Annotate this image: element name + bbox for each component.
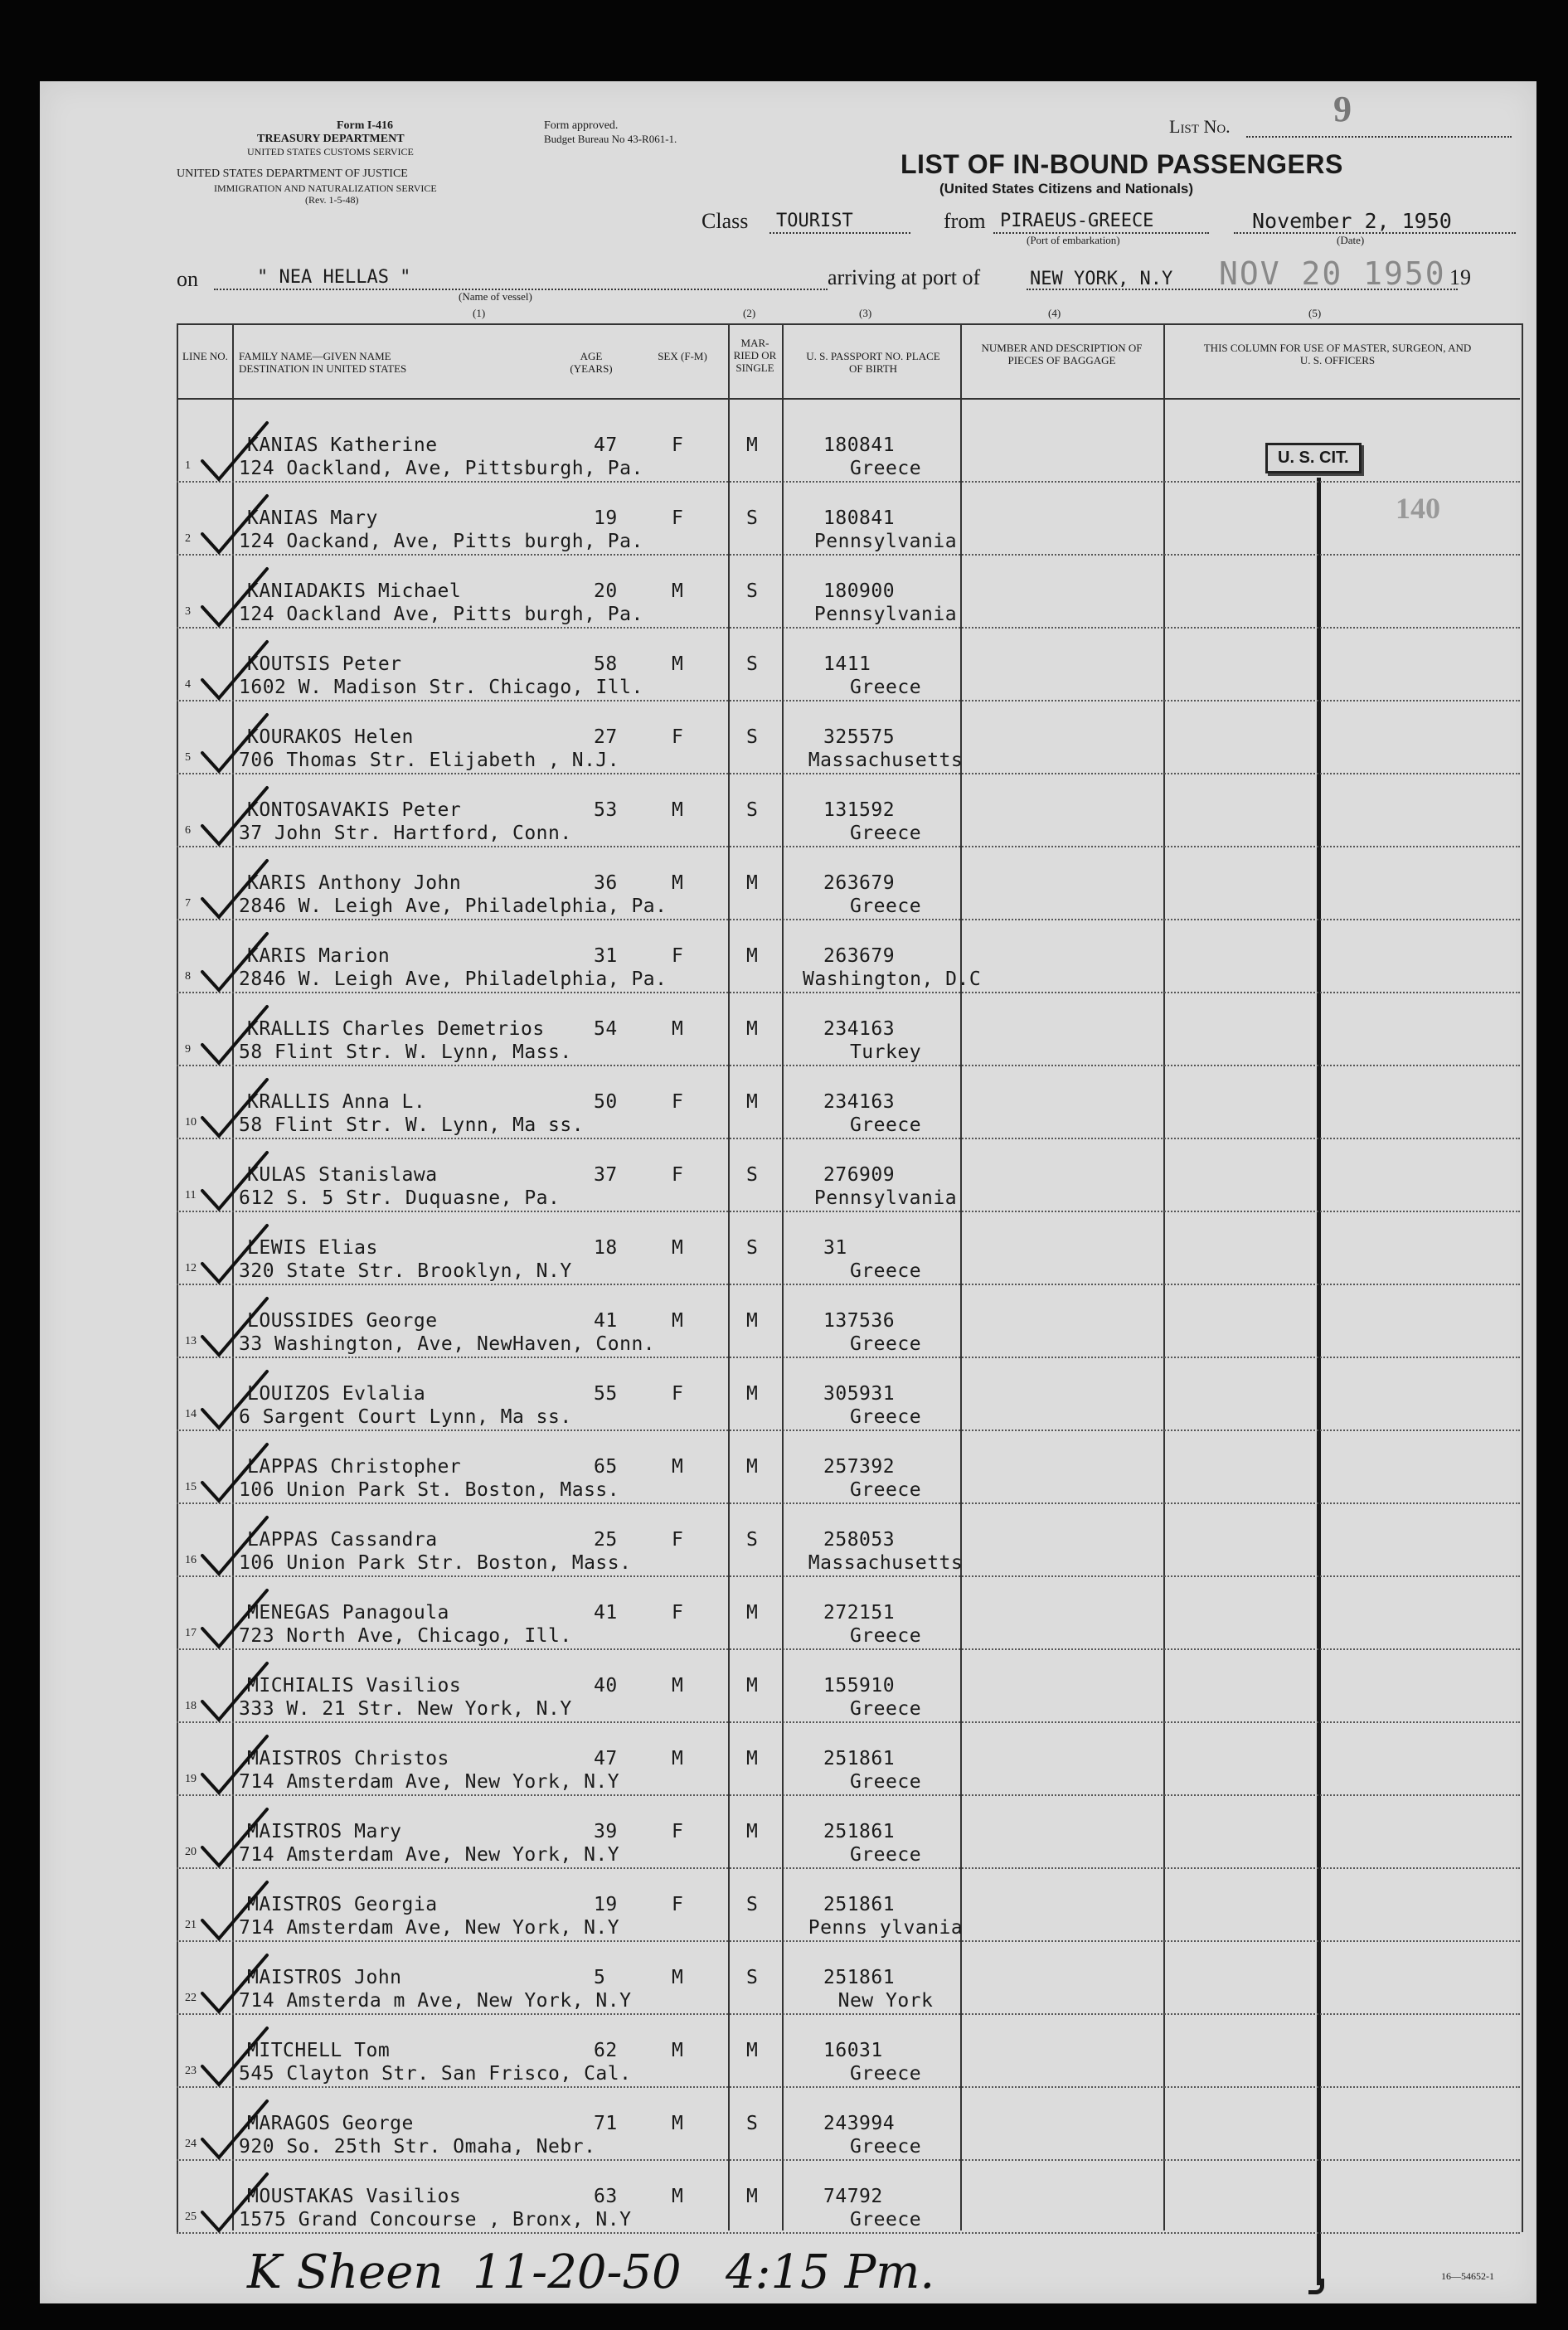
- print-code: 16—54652-1: [1441, 2270, 1494, 2282]
- checkmark-icon: [197, 1512, 272, 1579]
- place-of-birth: Greece: [849, 458, 922, 479]
- sex: F: [672, 1383, 684, 1405]
- passenger-name: KANIAS Katherine: [247, 434, 438, 456]
- passenger-name: MAISTROS John: [247, 1967, 402, 1988]
- line-number: 4: [185, 678, 191, 691]
- passport-number: 251861: [823, 1821, 896, 1842]
- passport-number: 1411: [823, 653, 871, 675]
- line-number: 23: [185, 2065, 197, 2077]
- table-row: [40, 1650, 1536, 1723]
- passport-number: 131592: [823, 799, 896, 821]
- age: 50: [594, 1091, 618, 1113]
- destination-address: 714 Amsterda m Ave, New York, N.Y: [239, 1990, 632, 2012]
- marital-status: S: [746, 507, 759, 529]
- passport-number: 74792: [823, 2186, 883, 2207]
- passenger-name: KONTOSAVAKIS Peter: [247, 799, 462, 821]
- checkmark-icon: [197, 710, 272, 776]
- destination-address: 1575 Grand Concourse , Bronx, N.Y: [239, 2209, 632, 2230]
- list-no-line: [1246, 136, 1512, 138]
- marital-status: S: [746, 653, 759, 675]
- age: 27: [594, 726, 618, 748]
- destination-address: 124 Oackand, Ave, Pitts burgh, Pa.: [239, 531, 643, 552]
- place-of-birth: Turkey: [849, 1041, 922, 1063]
- destination-address: 920 So. 25th Str. Omaha, Nebr.: [239, 2136, 596, 2158]
- department-of-justice: UNITED STATES DEPARTMENT OF JUSTICE: [177, 167, 408, 180]
- officer-bracket-hook: [1308, 2279, 1324, 2294]
- marital-status: S: [746, 799, 759, 821]
- line-number: 14: [185, 1408, 197, 1420]
- checkmark-icon: [197, 783, 272, 849]
- citizen-count: 140: [1396, 492, 1440, 525]
- age: 41: [594, 1310, 618, 1332]
- checkmark-icon: [197, 1731, 272, 1798]
- header-name: FAMILY NAME—GIVEN NAME DESTINATION IN UNITED STATES: [239, 350, 407, 375]
- sex: M: [672, 1967, 684, 1988]
- passenger-name: MARAGOS George: [247, 2113, 414, 2134]
- line-number: 8: [185, 970, 191, 983]
- age: 47: [594, 1748, 618, 1769]
- age: 5: [594, 1967, 606, 1988]
- place-of-birth: Pennsylvania: [813, 604, 958, 625]
- age: 53: [594, 799, 618, 821]
- passport-number: 276909: [823, 1164, 896, 1186]
- table-row: [40, 1358, 1536, 1431]
- checkmark-icon: [197, 1439, 272, 1506]
- destination-address: 545 Clayton Str. San Frisco, Cal.: [239, 2063, 632, 2085]
- place-of-birth: Greece: [849, 2209, 922, 2230]
- revision-date: (Rev. 1-5-48): [305, 194, 359, 206]
- line-number: 25: [185, 2211, 197, 2223]
- checkmark-icon: [197, 1075, 272, 1141]
- line-number: 1: [185, 459, 191, 472]
- port-of-embarkation: PIRAEUS-GREECE: [1000, 211, 1154, 231]
- line-number: 10: [185, 1116, 197, 1129]
- line-number: 5: [185, 751, 191, 764]
- marital-status: S: [746, 726, 759, 748]
- line-number: 2: [185, 532, 191, 545]
- age: 62: [594, 2040, 618, 2061]
- vessel-name: " NEA HELLAS ": [257, 267, 411, 288]
- passport-number: 258053: [823, 1529, 896, 1551]
- place-of-birth: Greece: [849, 1771, 922, 1793]
- age: 58: [594, 653, 618, 675]
- col-num: (1): [473, 307, 486, 319]
- checkmark-icon: [197, 491, 272, 557]
- age: 41: [594, 1602, 618, 1624]
- passenger-name: MAISTROS Mary: [247, 1821, 402, 1842]
- passport-number: 263679: [823, 872, 896, 894]
- table-row: [40, 629, 1536, 701]
- passport-number: 272151: [823, 1602, 896, 1624]
- col-num: (3): [859, 307, 872, 319]
- marital-status: M: [746, 1456, 759, 1478]
- age: 19: [594, 507, 618, 529]
- table-row: [40, 1066, 1536, 1139]
- departure-date: November 2, 1950: [1252, 209, 1452, 233]
- table-row: [40, 483, 1536, 556]
- marital-status: S: [746, 1894, 759, 1915]
- passport-number: 243994: [823, 2113, 896, 2134]
- line-number: 18: [185, 1700, 197, 1712]
- line-number: 11: [185, 1189, 197, 1201]
- passport-number: 251861: [823, 1894, 896, 1915]
- sex: M: [672, 799, 684, 821]
- passport-number: 257392: [823, 1456, 896, 1478]
- checkmark-icon: [197, 564, 272, 630]
- line-number: 20: [185, 1846, 197, 1858]
- sex: F: [672, 945, 684, 967]
- line-number: 19: [185, 1773, 197, 1785]
- place-of-birth: Greece: [849, 2063, 922, 2085]
- passenger-name: MAISTROS Christos: [247, 1748, 449, 1769]
- table-row: [40, 1869, 1536, 1942]
- line-number: 22: [185, 1992, 197, 2004]
- sex: M: [672, 1237, 684, 1259]
- sex: M: [672, 1018, 684, 1040]
- table-row: [40, 993, 1536, 1066]
- destination-address: 320 State Str. Brooklyn, N.Y: [239, 1260, 572, 1282]
- header-officers: THIS COLUMN FOR USE OF MASTER, SURGEON, AND U. S. OFFICERS: [1203, 342, 1472, 366]
- page-subtitle: (United States Citizens and Nationals): [939, 181, 1194, 197]
- checkmark-icon: [197, 1585, 272, 1652]
- checkmark-icon: [197, 1221, 272, 1287]
- table-row: [40, 1577, 1536, 1650]
- place-of-birth: Greece: [849, 1114, 922, 1136]
- age: 36: [594, 872, 618, 894]
- place-of-birth: Pennsylvania: [813, 1187, 958, 1209]
- sex: F: [672, 1164, 684, 1186]
- line-number: 17: [185, 1627, 197, 1639]
- place-of-birth: Massachusetts: [808, 750, 964, 771]
- table-row: [40, 2161, 1536, 2234]
- table-row: [40, 847, 1536, 920]
- date-caption: (Date): [1337, 234, 1365, 246]
- passport-number: 234163: [823, 1091, 896, 1113]
- destination-address: 714 Amsterdam Ave, New York, N.Y: [239, 1917, 620, 1939]
- destination-address: 33 Washington, Ave, NewHaven, Conn.: [239, 1333, 656, 1355]
- marital-status: S: [746, 1164, 759, 1186]
- marital-status: M: [746, 1748, 759, 1769]
- destination-address: 37 John Str. Hartford, Conn.: [239, 823, 572, 844]
- sex: M: [672, 1310, 684, 1332]
- passenger-name: KARIS Marion: [247, 945, 391, 967]
- table-row: [40, 774, 1536, 847]
- checkmark-icon: [197, 1002, 272, 1068]
- line-number: 13: [185, 1335, 197, 1347]
- passport-number: 155910: [823, 1675, 896, 1697]
- checkmark-icon: [197, 1294, 272, 1360]
- list-no-label: List No.: [1169, 116, 1231, 137]
- passenger-name: LOUIZOS Evlalia: [247, 1383, 426, 1405]
- place-of-birth: Greece: [849, 1698, 922, 1720]
- arrival-date-stamp: NOV 20 1950: [1219, 255, 1446, 292]
- treasury-department: TREASURY DEPARTMENT: [257, 133, 405, 145]
- line-number: 9: [185, 1043, 191, 1056]
- sex: M: [672, 1456, 684, 1478]
- marital-status: M: [746, 1383, 759, 1405]
- sex: M: [672, 2186, 684, 2207]
- passport-number: 251861: [823, 1748, 896, 1769]
- place-of-birth: New York: [837, 1990, 934, 2012]
- sex: F: [672, 1529, 684, 1551]
- passenger-name: KANIAS Mary: [247, 507, 378, 529]
- line-number: 24: [185, 2138, 197, 2150]
- passenger-name: KOUTSIS Peter: [247, 653, 402, 675]
- inspector-signature: K Sheen 11-20-50 4:15 Pm.: [247, 2245, 935, 2299]
- passport-number: 31: [823, 1237, 847, 1259]
- sex: F: [672, 434, 684, 456]
- marital-status: M: [746, 1602, 759, 1624]
- table-row: [40, 556, 1536, 629]
- checkmark-icon: [197, 637, 272, 703]
- marital-status: M: [746, 2040, 759, 2061]
- header-sex: SEX (F-M): [658, 350, 707, 362]
- age: 31: [594, 945, 618, 967]
- header-divider: [177, 398, 1520, 400]
- vessel-caption: (Name of vessel): [459, 290, 532, 303]
- destination-address: 106 Union Park Str. Boston, Mass.: [239, 1552, 632, 1574]
- age: 47: [594, 434, 618, 456]
- destination-address: 2846 W. Leigh Ave, Philadelphia, Pa.: [239, 968, 667, 990]
- page-title: LIST OF IN-BOUND PASSENGERS: [901, 149, 1343, 179]
- line-number: 7: [185, 897, 191, 910]
- sex: M: [672, 2113, 684, 2134]
- sex: M: [672, 653, 684, 675]
- sex: F: [672, 507, 684, 529]
- form-number: Form I-416: [337, 119, 394, 132]
- place-of-birth: Greece: [849, 1625, 922, 1647]
- sex: M: [672, 1675, 684, 1697]
- table-row: [40, 1942, 1536, 2015]
- checkmark-icon: [197, 1148, 272, 1214]
- port-caption: (Port of embarkation): [1027, 234, 1120, 246]
- passenger-name: LOUSSIDES George: [247, 1310, 438, 1332]
- place-of-birth: Greece: [849, 2136, 922, 2158]
- marital-status: S: [746, 1529, 759, 1551]
- age: 55: [594, 1383, 618, 1405]
- line-number: 21: [185, 1919, 197, 1931]
- passenger-name: KANIADAKIS Michael: [247, 580, 462, 602]
- sex: F: [672, 726, 684, 748]
- age: 39: [594, 1821, 618, 1842]
- passenger-name: MOUSTAKAS Vasilios: [247, 2186, 462, 2207]
- on-label: on: [177, 267, 198, 291]
- destination-address: 714 Amsterdam Ave, New York, N.Y: [239, 1771, 620, 1793]
- sex: F: [672, 1091, 684, 1113]
- checkmark-icon: [197, 929, 272, 995]
- checkmark-icon: [197, 2023, 272, 2090]
- place-of-birth: Greece: [849, 1479, 922, 1501]
- marital-status: S: [746, 1237, 759, 1259]
- table-row: [40, 920, 1536, 993]
- marital-status: M: [746, 1018, 759, 1040]
- destination-address: 714 Amsterdam Ave, New York, N.Y: [239, 1844, 620, 1866]
- header-baggage: NUMBER AND DESCRIPTION OF PIECES OF BAGGAGE: [981, 342, 1143, 366]
- destination-address: 706 Thomas Str. Elijabeth , N.J.: [239, 750, 620, 771]
- age: 54: [594, 1018, 618, 1040]
- destination-address: 333 W. 21 Str. New York, N.Y: [239, 1698, 572, 1720]
- sex: M: [672, 872, 684, 894]
- col-num: (4): [1048, 307, 1061, 319]
- col-num: (2): [743, 307, 756, 319]
- marital-status: S: [746, 2113, 759, 2134]
- table-row: [40, 1504, 1536, 1577]
- table-row: [40, 1796, 1536, 1869]
- from-label: from: [944, 209, 986, 233]
- sex: M: [672, 2040, 684, 2061]
- passport-number: 137536: [823, 1310, 896, 1332]
- destination-address: 612 S. 5 Str. Duquasne, Pa.: [239, 1187, 561, 1209]
- header-line-no: LINE NO.: [182, 350, 228, 362]
- destination-address: 106 Union Park St. Boston, Mass.: [239, 1479, 620, 1501]
- line-number: 6: [185, 824, 191, 837]
- destination-address: 124 Oackland Ave, Pitts burgh, Pa.: [239, 604, 643, 625]
- destination-address: 723 North Ave, Chicago, Ill.: [239, 1625, 572, 1647]
- passenger-name: LAPPAS Cassandra: [247, 1529, 438, 1551]
- destination-address: 1602 W. Madison Str. Chicago, Ill.: [239, 677, 643, 698]
- table-row: [40, 1285, 1536, 1358]
- header-married: MAR-RIED OR SINGLE: [733, 337, 777, 374]
- passport-number: 16031: [823, 2040, 883, 2061]
- table-row: [40, 1212, 1536, 1285]
- table-row: [40, 1431, 1536, 1504]
- budget-bureau: Budget Bureau No 43-R061-1.: [544, 133, 677, 145]
- place-of-birth: Greece: [849, 1844, 922, 1866]
- passenger-name: MENEGAS Panagoula: [247, 1602, 449, 1624]
- line-number: 3: [185, 605, 191, 618]
- sex: F: [672, 1894, 684, 1915]
- sex: F: [672, 1602, 684, 1624]
- checkmark-icon: [197, 1658, 272, 1725]
- sex: M: [672, 580, 684, 602]
- marital-status: M: [746, 872, 759, 894]
- age: 63: [594, 2186, 618, 2207]
- place-of-birth: Greece: [849, 677, 922, 698]
- list-no-value: 9: [1333, 89, 1352, 129]
- destination-address: 2846 W. Leigh Ave, Philadelphia, Pa.: [239, 896, 667, 917]
- marital-status: M: [746, 1675, 759, 1697]
- passport-number: 180900: [823, 580, 896, 602]
- age: 19: [594, 1894, 618, 1915]
- passenger-name: MAISTROS Georgia: [247, 1894, 438, 1915]
- table-row: [40, 410, 1536, 483]
- passenger-name: KARIS Anthony John: [247, 872, 462, 894]
- passport-number: 263679: [823, 945, 896, 967]
- destination-address: 58 Flint Str. W. Lynn, Ma ss.: [239, 1114, 585, 1136]
- passport-number: 234163: [823, 1018, 896, 1040]
- table-row: [40, 1723, 1536, 1796]
- checkmark-icon: [197, 1804, 272, 1871]
- age: 40: [594, 1675, 618, 1697]
- header-age: AGE (YEARS): [570, 350, 613, 375]
- place-of-birth: Greece: [849, 896, 922, 917]
- arriving-label: arriving at port of: [828, 265, 981, 289]
- checkmark-icon: [197, 1950, 272, 2017]
- us-citizen-stamp: U. S. CIT.: [1265, 443, 1362, 473]
- table-row: [40, 2088, 1536, 2161]
- checkmark-icon: [197, 418, 272, 484]
- table-row: [40, 701, 1536, 774]
- checkmark-icon: [197, 2096, 272, 2163]
- passenger-name: MITCHELL Tom: [247, 2040, 391, 2061]
- sex: F: [672, 1821, 684, 1842]
- sex: M: [672, 1748, 684, 1769]
- checkmark-icon: [197, 2169, 272, 2235]
- passenger-name: KRALLIS Anna L.: [247, 1091, 426, 1113]
- manifest-sheet: [40, 81, 1536, 2303]
- passport-number: 180841: [823, 434, 896, 456]
- passenger-name: KOURAKOS Helen: [247, 726, 414, 748]
- passport-number: 305931: [823, 1383, 896, 1405]
- arrival-port: NEW YORK, N.Y: [1030, 269, 1173, 289]
- marital-status: M: [746, 1091, 759, 1113]
- passenger-name: KULAS Stanislawa: [247, 1164, 438, 1186]
- passport-number: 325575: [823, 726, 896, 748]
- age: 37: [594, 1164, 618, 1186]
- checkmark-icon: [197, 856, 272, 922]
- marital-status: M: [746, 2186, 759, 2207]
- place-of-birth: Penns ylvania: [808, 1917, 964, 1939]
- class-line: [769, 232, 910, 234]
- place-of-birth: Massachusetts: [808, 1552, 964, 1574]
- marital-status: M: [746, 1310, 759, 1332]
- passenger-name: LAPPAS Christopher: [247, 1456, 462, 1478]
- place-of-birth: Greece: [849, 1333, 922, 1355]
- class-value: TOURIST: [776, 211, 853, 231]
- marital-status: M: [746, 1821, 759, 1842]
- age: 71: [594, 2113, 618, 2134]
- place-of-birth: Washington, D.C: [803, 968, 982, 990]
- line-number: 16: [185, 1554, 197, 1566]
- marital-status: M: [746, 945, 759, 967]
- line-number: 12: [185, 1262, 197, 1274]
- arrival-year-suffix: 19: [1449, 265, 1471, 289]
- class-label: Class: [701, 209, 749, 233]
- passport-number: 180841: [823, 507, 896, 529]
- marital-status: S: [746, 1967, 759, 1988]
- place-of-birth: Greece: [849, 1260, 922, 1282]
- table-row: [40, 1139, 1536, 1212]
- marital-status: S: [746, 580, 759, 602]
- age: 18: [594, 1237, 618, 1259]
- age: 20: [594, 580, 618, 602]
- marital-status: M: [746, 434, 759, 456]
- passenger-name: MICHIALIS Vasilios: [247, 1675, 462, 1697]
- destination-address: 58 Flint Str. W. Lynn, Mass.: [239, 1041, 572, 1063]
- ins-service: IMMIGRATION AND NATURALIZATION SERVICE: [214, 182, 437, 194]
- age: 65: [594, 1456, 618, 1478]
- customs-service: UNITED STATES CUSTOMS SERVICE: [247, 146, 414, 158]
- passport-number: 251861: [823, 1967, 896, 1988]
- form-approved: Form approved.: [544, 119, 619, 132]
- place-of-birth: Greece: [849, 823, 922, 844]
- row-divider: [177, 2232, 1520, 2234]
- destination-address: 124 Oackland, Ave, Pittsburgh, Pa.: [239, 458, 643, 479]
- table-row: [40, 2015, 1536, 2088]
- place-of-birth: Pennsylvania: [813, 531, 958, 552]
- place-of-birth: Greece: [849, 1406, 922, 1428]
- line-number: 15: [185, 1481, 197, 1493]
- checkmark-icon: [197, 1877, 272, 1944]
- col-num: (5): [1308, 307, 1322, 319]
- passenger-name: KRALLIS Charles Demetrios: [247, 1018, 545, 1040]
- destination-address: 6 Sargent Court Lynn, Ma ss.: [239, 1406, 572, 1428]
- passenger-name: LEWIS Elias: [247, 1237, 378, 1259]
- header-passport: U. S. PASSPORT NO. PLACE OF BIRTH: [806, 350, 940, 375]
- checkmark-icon: [197, 1366, 272, 1433]
- age: 25: [594, 1529, 618, 1551]
